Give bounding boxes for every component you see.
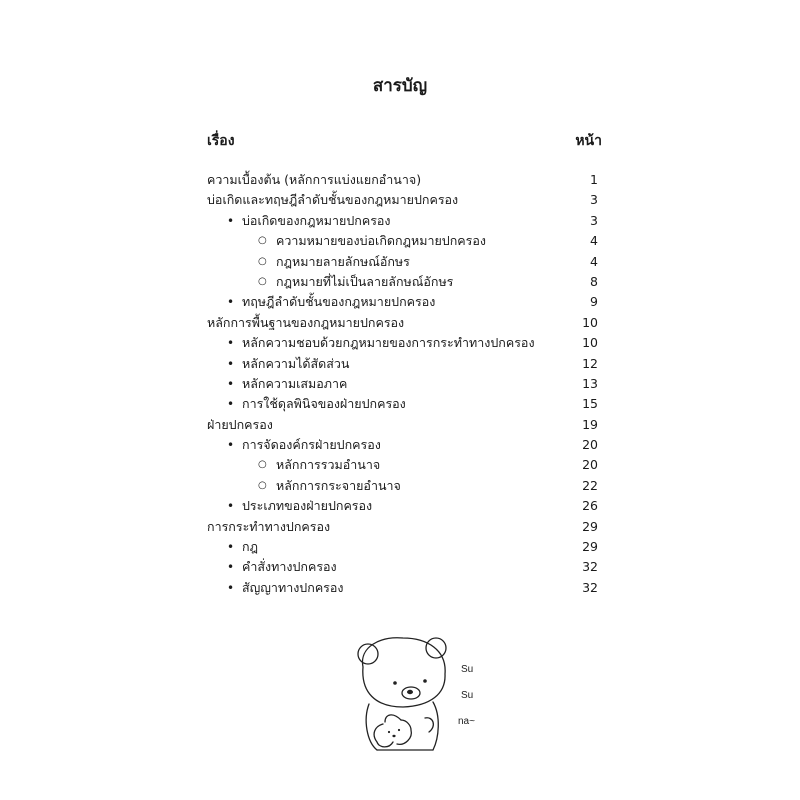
bullet-dot-icon: •: [227, 438, 235, 453]
toc-row: [0, 557, 800, 577]
toc-entry-label: หลักความชอบด้วยกฎหมายของการกระทำทางปกครอง: [242, 335, 535, 351]
bullet-circle-icon: ○: [258, 275, 267, 287]
toc-entry-label: ความเบื้องต้น (หลักการแบ่งแยกอำนาจ): [207, 172, 422, 187]
toc-page-number: 20: [582, 457, 598, 473]
handwriting-1: Su: [461, 664, 474, 675]
toc-entry-label: ทฤษฎีลำดับชั้นของกฎหมายปกครอง: [242, 294, 436, 310]
toc-page-number: 3: [590, 192, 598, 208]
toc-page-number: 32: [582, 579, 598, 595]
handwriting-3: na~: [458, 716, 475, 727]
toc-entry-label: ฝ่ายปกครอง: [207, 416, 273, 432]
toc-entry-label: ประเภทของฝ่ายปกครอง: [242, 498, 373, 514]
toc-row: [0, 211, 800, 231]
bullet-circle-icon: ○: [258, 255, 267, 267]
toc-row: [0, 333, 800, 353]
toc-row: [0, 496, 800, 516]
toc-row: [0, 190, 800, 210]
toc-page-number: 10: [582, 335, 598, 351]
column-header-topic: เรื่อง: [207, 133, 235, 149]
toc-page-number: 26: [582, 498, 598, 514]
toc-row: [0, 455, 800, 475]
toc-page-number: 4: [590, 233, 598, 249]
toc-entry-label: การใช้ดุลพินิจของฝ่ายปกครอง: [242, 396, 406, 412]
toc-page-number: 8: [590, 273, 598, 289]
toc-entry-label: กฎ: [242, 539, 258, 555]
bullet-dot-icon: •: [227, 356, 235, 371]
toc-row: [0, 435, 800, 455]
toc-page-number: 32: [582, 559, 598, 575]
handwriting-2: Su: [461, 690, 474, 701]
bullet-dot-icon: •: [227, 336, 235, 351]
toc-page-number: 12: [582, 355, 598, 371]
bullet-dot-icon: •: [227, 295, 235, 310]
toc-entry-label: หลักความเสมอภาค: [242, 375, 348, 391]
toc-entry-label: หลักความได้สัดส่วน: [242, 355, 350, 371]
toc-page-number: 22: [582, 477, 598, 493]
toc-row: [0, 517, 800, 537]
toc-entry-label: กฎหมายลายลักษณ์อักษร: [276, 253, 410, 269]
toc-row: [0, 394, 800, 414]
toc-entry-label: หลักการพื้นฐานของกฎหมายปกครอง: [207, 314, 405, 330]
toc-page-number: 20: [582, 437, 598, 453]
toc-row: [0, 272, 800, 292]
toc-row: [0, 292, 800, 312]
toc-page-number: 1: [590, 172, 598, 187]
bullet-circle-icon: ○: [258, 235, 267, 247]
toc-row: [0, 578, 800, 598]
toc-entry-label: สัญญาทางปกครอง: [242, 579, 344, 595]
toc-entry-label: หลักการรวมอำนาจ: [276, 457, 381, 473]
toc-row: [0, 354, 800, 374]
toc-entry-label: กฎหมายที่ไม่เป็นลายลักษณ์อักษร: [276, 273, 454, 289]
toc-entry-label: บ่อเกิดของกฎหมายปกครอง: [242, 212, 391, 228]
bullet-dot-icon: •: [227, 499, 235, 514]
page-title: สารบัญ: [372, 76, 428, 96]
toc-page-number: 15: [582, 396, 598, 412]
bullet-dot-icon: •: [227, 213, 235, 228]
bullet-dot-icon: •: [227, 376, 235, 391]
toc-row: [0, 374, 800, 394]
toc-row: [0, 170, 800, 190]
bullet-circle-icon: ○: [258, 479, 267, 491]
toc-page-number: 13: [582, 375, 598, 391]
toc-entry-label: หลักการกระจายอำนาจ: [276, 477, 401, 493]
toc-page-number: 29: [582, 539, 598, 555]
bullet-circle-icon: ○: [258, 459, 267, 471]
bullet-dot-icon: •: [227, 397, 235, 412]
toc-page-number: 9: [590, 294, 598, 310]
toc-entry-label: การกระทำทางปกครอง: [207, 518, 331, 534]
toc-row: [0, 415, 800, 435]
toc-entry-label: คำสั่งทางปกครอง: [242, 559, 337, 575]
toc-page-number: 4: [590, 253, 598, 269]
toc-entry-label: การจัดองค์กรฝ่ายปกครอง: [242, 437, 381, 453]
toc-row: [0, 313, 800, 333]
bullet-dot-icon: •: [227, 540, 235, 555]
toc-page-number: 29: [582, 518, 598, 534]
bullet-dot-icon: •: [227, 580, 235, 595]
bullet-dot-icon: •: [227, 560, 235, 575]
toc-row: [0, 476, 800, 496]
toc-page-number: 3: [590, 212, 598, 228]
toc-row: [0, 252, 800, 272]
toc-row: [0, 231, 800, 251]
toc-page-number: 10: [582, 314, 598, 330]
table-of-contents: [0, 170, 800, 598]
toc-row: [0, 537, 800, 557]
bear-doodle-icon: [355, 632, 485, 757]
toc-entry-label: ความหมายของบ่อเกิดกฎหมายปกครอง: [276, 233, 486, 249]
toc-page-number: 19: [582, 416, 598, 432]
toc-entry-label: บ่อเกิดและทฤษฎีลำดับชั้นของกฎหมายปกครอง: [207, 192, 459, 208]
column-header-page: หน้า: [575, 133, 602, 149]
